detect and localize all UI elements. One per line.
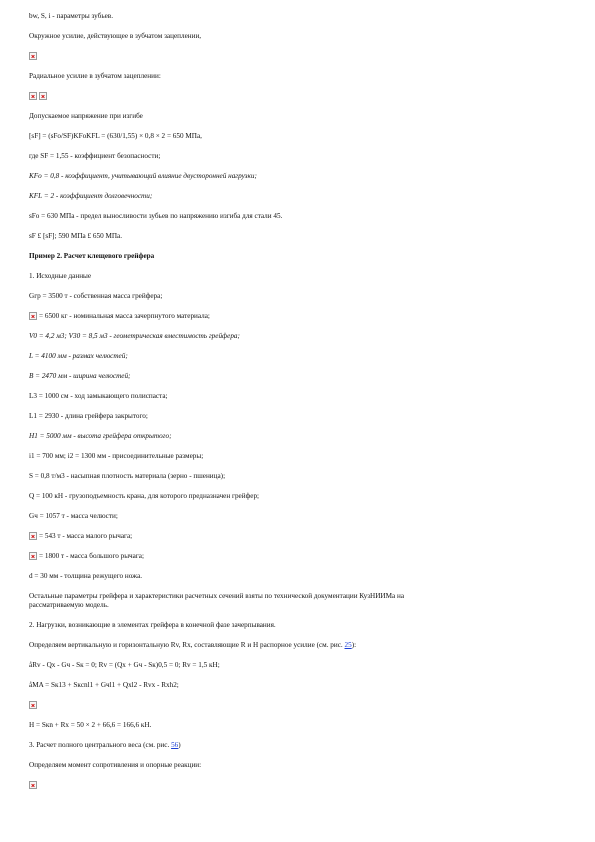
- text-fragment: 3. Расчет полного центрального веса (см. рис.: [29, 741, 172, 749]
- text-line: Окружное усилие, действующее в зубчатом зацеплении,: [29, 32, 202, 40]
- broken-image-icon: [29, 781, 37, 789]
- text-line: sF £ [sF]; 590 МПа £ 650 МПа.: [29, 232, 123, 240]
- text-line: Остальные параметры грейфера и характеристики расчетных сечений взяты по технической документации КузНИИМа на: [29, 592, 405, 600]
- figure-link[interactable]: 25: [344, 641, 352, 649]
- broken-image-icon: [29, 552, 37, 560]
- subsection-heading: 2. Нагрузки, возникающие в элементах грейфера в конечной фазе зачерпывания.: [29, 621, 276, 629]
- text-line: S = 0,8 т/м3 - насыпная плотность материала (зерно - пшеница);: [29, 472, 226, 480]
- text-line-with-image: [29, 552, 569, 561]
- text-fragment: ): [178, 741, 181, 749]
- text-line: V0 = 4,2 м3; V30 = 8,5 м3 - геометрическая вместимость грейфера;: [29, 332, 240, 340]
- text-line: рассматриваемую модель.: [29, 601, 109, 609]
- text-line: bw, S, i - параметры зубьев.: [29, 12, 113, 20]
- text-line: d = 30 мм - толщина режущего ножа.: [29, 572, 143, 580]
- broken-image-icon: [39, 92, 47, 100]
- text-fragment: = 6500 кг - номинальная масса зачерпнутого материала;: [39, 312, 210, 320]
- image-placeholder-row: [29, 52, 569, 61]
- text-line: åMA = Sк13 + Sкcnl1 + Gчl1 + Qxl2 - Rvx - Rxh2;: [29, 681, 179, 689]
- text-line: åRv - Qx - Gч - Sк = 0; Rv = (Qx + Gч - Sк)0,5 = 0; Rv = 1,5 кН;: [29, 661, 220, 669]
- text-line: Q = 100 кН - грузоподъемность крана, для которого предназначен грейфер;: [29, 492, 260, 500]
- text-fragment: = 543 т - масса малого рычага;: [39, 532, 133, 540]
- text-line: KFL = 2 - коэффициент долговечности;: [29, 192, 153, 200]
- text-line-with-link: [29, 741, 569, 750]
- text-line: где SF = 1,55 - коэффициент безопасности;: [29, 152, 161, 160]
- text-line: L3 = 1000 см - ход замыкающего полиспаста;: [29, 392, 168, 400]
- text-fragment: = 1800 т - масса большого рычага;: [39, 552, 144, 560]
- text-fragment: ):: [351, 641, 357, 649]
- text-line-with-image: [29, 532, 569, 541]
- figure-link[interactable]: 56: [171, 741, 179, 749]
- broken-image-icon: [29, 532, 37, 540]
- text-line: KFo = 0,8 - коэффициент, учитывающий влияние двусторонней нагрузки;: [29, 172, 257, 180]
- text-line: H = Sкn + Rx = 50 × 2 + 66,6 = 166,6 кН.: [29, 721, 152, 729]
- text-fragment: Определяем вертикальную и горизонтальную Rv, Rx, составляющие R и H распорное усилие (см. рис.: [29, 641, 345, 649]
- text-line: H1 = 5000 мм - высота грейфера открытого;: [29, 432, 172, 440]
- image-placeholder-row: [29, 92, 569, 101]
- text-line: L = 4100 мм - размах челюстей;: [29, 352, 128, 360]
- text-line: L1 = 2930 - длина грейфера закрытого;: [29, 412, 148, 420]
- broken-image-icon: [29, 701, 37, 709]
- text-line: Радиальное усилие в зубчатом зацеплении:: [29, 72, 161, 80]
- text-line: B = 2470 мм - ширина челюстей;: [29, 372, 131, 380]
- text-line-with-link: [29, 641, 569, 650]
- image-placeholder-row: [29, 701, 569, 710]
- section-heading: Пример 2. Расчет клещевого грейфера: [29, 252, 155, 260]
- text-line: Gгр = 3500 т - собственная масса грейфера;: [29, 292, 163, 300]
- text-line-with-image: [29, 312, 569, 321]
- image-placeholder-row: [29, 781, 569, 790]
- text-line: sFo = 630 МПа - предел выносливости зубьев по напряжению изгиба для стали 45.: [29, 212, 283, 220]
- broken-image-icon: [29, 312, 37, 320]
- subsection-heading: 1. Исходные данные: [29, 272, 92, 280]
- text-line: [sF] = (sFo/SF)KFoKFL = (630/1,55) × 0,8 × 2 = 650 МПа,: [29, 132, 202, 140]
- document-body: [29, 12, 569, 790]
- broken-image-icon: [29, 92, 37, 100]
- broken-image-icon: [29, 52, 37, 60]
- text-line: Определяем момент сопротивления и опорные реакции:: [29, 761, 202, 769]
- text-line: Допускаемое напряжение при изгибе: [29, 112, 143, 120]
- text-line: Gч = 1057 т - масса челюсти;: [29, 512, 118, 520]
- text-line: i1 = 700 мм; i2 = 1300 мм - присоединительные размеры;: [29, 452, 204, 460]
